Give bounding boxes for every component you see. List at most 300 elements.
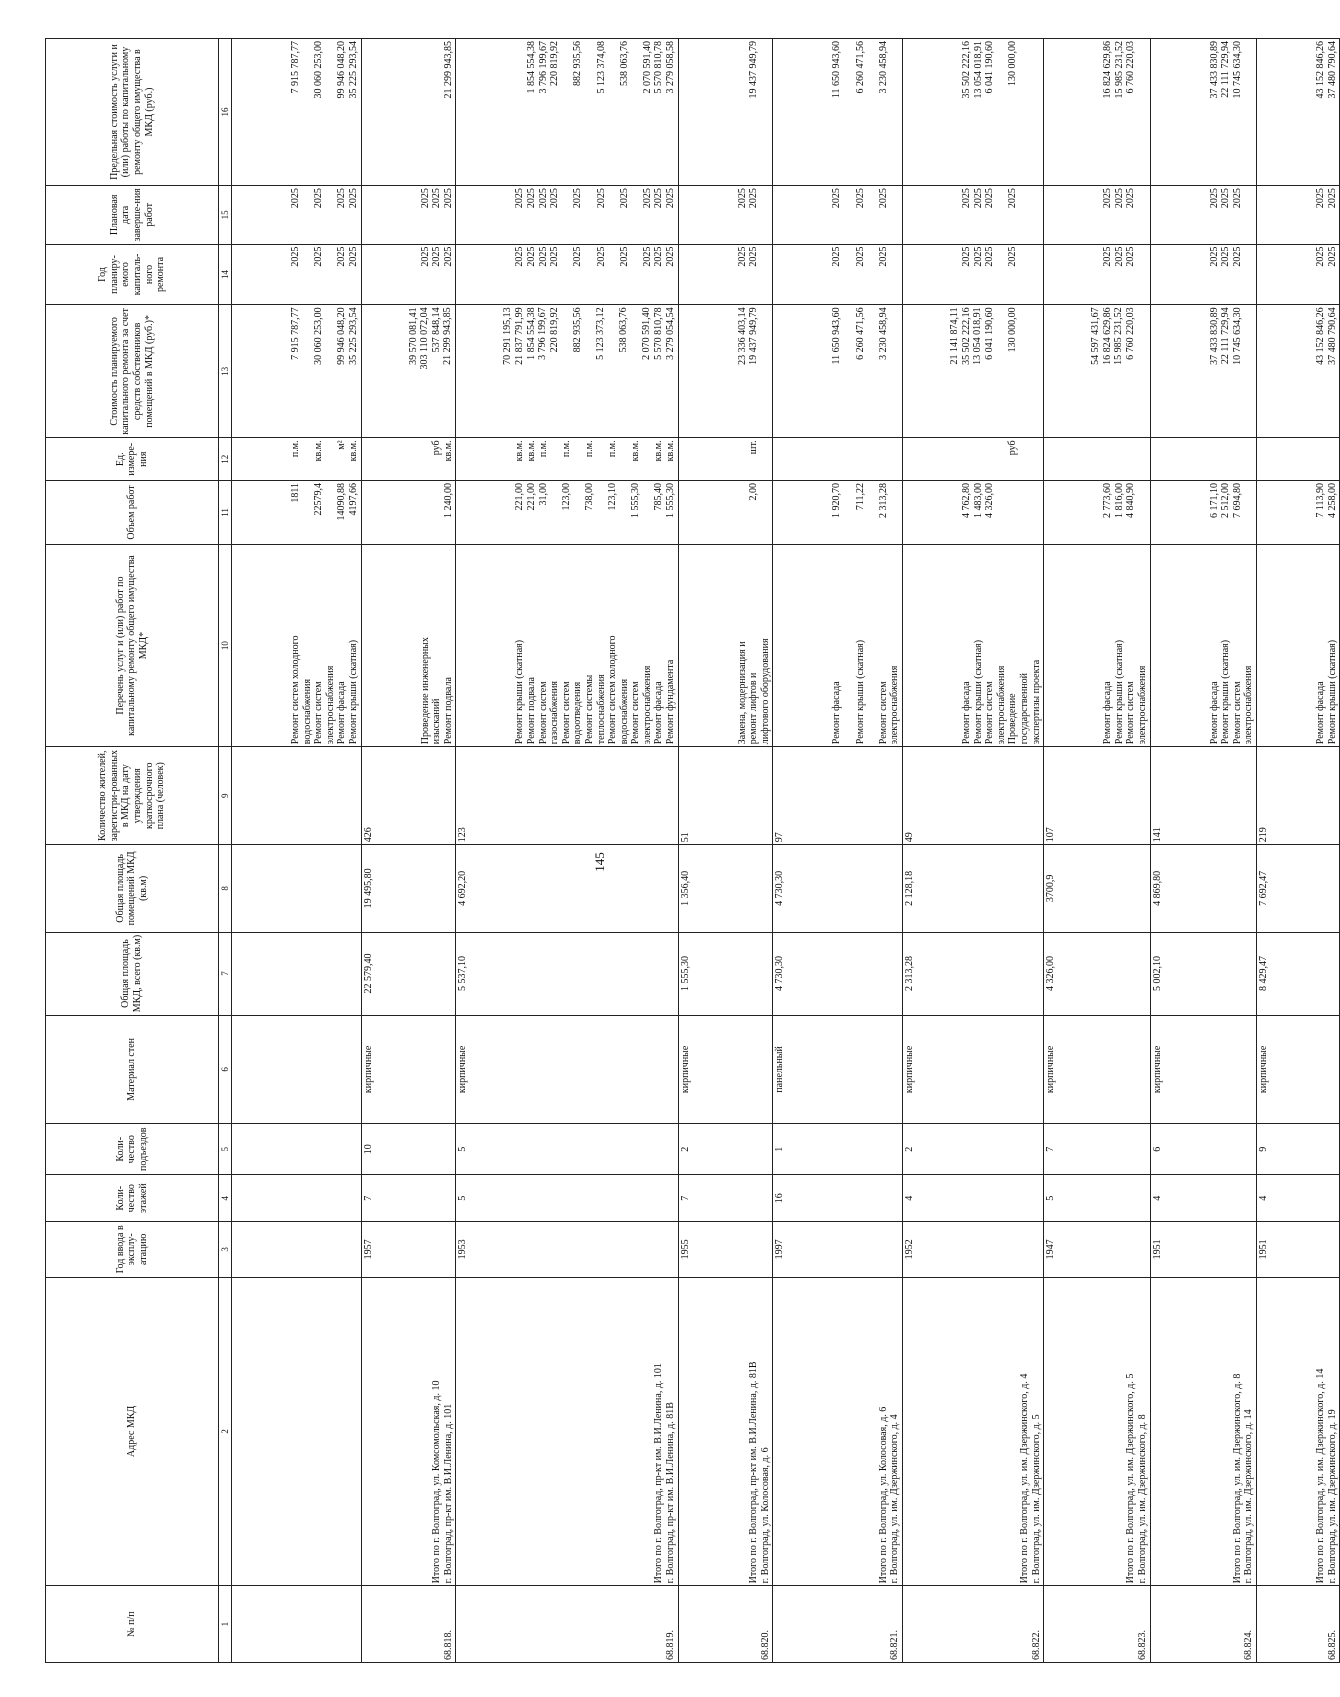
floors-cell xyxy=(678,1175,773,1222)
unit-cell xyxy=(903,438,1044,481)
cost-cell-line xyxy=(760,307,772,435)
total-line: Итого по г. Волгоград, ул. Колосовая, д. 6 xyxy=(877,1406,889,1584)
year-cell-value: 1951 xyxy=(1257,1239,1269,1260)
end-date-cell-line xyxy=(325,188,337,242)
residents-cell xyxy=(678,747,773,845)
works-cell-line: Ремонт фасада xyxy=(961,681,972,745)
repair-year-cell-line: 2025 xyxy=(549,246,561,267)
limit-cost-cell xyxy=(456,39,678,186)
floors-cell xyxy=(456,1175,678,1222)
end-date-cell-line xyxy=(1019,188,1031,242)
walls-cell-value: кирпичные xyxy=(1151,1045,1163,1094)
unit-cell-line xyxy=(889,440,901,478)
total-line: Итого по г. Волгоград, ул. Комсомольская, д. 10 xyxy=(431,1380,443,1584)
cost-cell xyxy=(903,305,1044,438)
col-header: Материал стен xyxy=(46,1015,219,1124)
repair-year-cell-line: 2025 xyxy=(442,246,454,267)
volume-cell-line xyxy=(1243,483,1255,542)
volume-cell-line: 4 326,00 xyxy=(984,483,996,519)
year-cell-value: 1953 xyxy=(457,1239,469,1260)
end-date-cell xyxy=(773,186,903,245)
total-line: Итого по г. Волгоград, ул. им. Дзержинского, д. 4 xyxy=(1018,1373,1030,1584)
works-cell xyxy=(678,544,773,746)
volume-cell xyxy=(456,481,678,545)
cost-cell-line: 303 110 072,04 xyxy=(419,307,431,370)
area-rooms-cell xyxy=(361,845,456,932)
end-date-cell-line: 2025 xyxy=(831,188,843,209)
cost-cell-line: 99 946 048,20 xyxy=(336,307,348,365)
unit-cell-line xyxy=(619,440,631,478)
walls-cell xyxy=(232,1015,362,1124)
cost-cell-line: 2 070 591,40 xyxy=(641,307,653,360)
volume-cell-line xyxy=(760,483,772,542)
col-header: Ед. измере-ния xyxy=(46,438,219,481)
works-cell-line: Ремонт крыши (скатная) xyxy=(1113,639,1125,745)
volume-cell-line xyxy=(619,483,631,542)
works-cell-line: Ремонт фасада xyxy=(1102,681,1114,745)
address-cell xyxy=(232,1277,362,1586)
works-cell-line xyxy=(843,547,855,744)
unit-cell-line xyxy=(1315,440,1327,478)
area-total-cell xyxy=(678,932,773,1015)
repair-year-cell-line xyxy=(1243,247,1255,303)
area-rooms-cell xyxy=(1150,845,1256,932)
volume-cell-line xyxy=(737,483,749,542)
volume-cell-line xyxy=(572,483,584,542)
cost-cell-line xyxy=(630,307,642,435)
end-date-cell-line xyxy=(584,188,596,242)
works-cell-line: электроснабжения xyxy=(1243,665,1255,745)
works-cell-line: экспертизы проекта xyxy=(1030,659,1042,745)
volume-cell-line: 2 773,60 xyxy=(1102,483,1114,519)
area-rooms-cell-value: 4 692,20 xyxy=(457,870,469,906)
limit-cost-cell-line: 7 915 787,77 xyxy=(290,41,301,94)
end-date-cell-line xyxy=(630,188,642,242)
end-date-cell-line xyxy=(866,188,878,242)
area-total-cell-value: 5 002,10 xyxy=(1151,956,1163,992)
volume-cell xyxy=(232,481,362,545)
cost-cell-line: 10 745 634,30 xyxy=(1231,307,1243,365)
row-number xyxy=(1256,1586,1339,1663)
unit-cell-line: кв.м. xyxy=(525,440,537,462)
table-row xyxy=(903,39,1044,1663)
volume-cell-line: 7 113,90 xyxy=(1314,483,1326,518)
total-line: Итого по г. Волгоград, пр-кт им. В.И.Ленина, д. 81В xyxy=(748,1361,760,1584)
entrances-cell-value: 5 xyxy=(457,1146,469,1152)
residents-cell-value: 123 xyxy=(457,827,469,843)
repair-year-cell-line: 2025 xyxy=(831,246,843,267)
area-total-cell xyxy=(1150,932,1256,1015)
residents-cell-value: 49 xyxy=(904,832,915,843)
residents-cell xyxy=(1256,747,1339,845)
area-rooms-cell xyxy=(232,845,362,932)
end-date-cell-line: 2025 xyxy=(514,188,526,209)
end-date-cell-line xyxy=(302,188,314,242)
floors-cell-value: 5 xyxy=(457,1195,469,1201)
works-cell-line: водоснабжения xyxy=(618,678,630,745)
limit-cost-cell-line: 3 796 199,67 xyxy=(537,41,549,94)
limit-cost-cell-line xyxy=(302,41,314,183)
address-cell xyxy=(773,1277,903,1586)
limit-cost-cell-line: 2 070 591,40 xyxy=(641,41,653,94)
limit-cost-cell-line: 35 502 222,16 xyxy=(961,41,972,99)
row-number-value: 68.821. xyxy=(889,1630,901,1660)
end-date-cell xyxy=(1256,186,1339,245)
address-value: г. Волгоград, ул. им. Дзержинского, д. 19 xyxy=(1326,1409,1338,1584)
volume-cell-line xyxy=(1031,483,1043,542)
works-cell xyxy=(773,544,903,746)
residents-cell xyxy=(773,747,903,845)
end-date-cell-line: 2025 xyxy=(984,188,996,209)
repair-year-cell xyxy=(678,244,773,305)
col-header: Год планиру-емого капиталь-ного ремонта xyxy=(46,244,219,305)
area-rooms-cell xyxy=(456,845,678,932)
unit-cell xyxy=(361,438,456,481)
cost-cell-line xyxy=(1019,307,1031,435)
limit-cost-cell-line xyxy=(607,41,619,183)
area-total-cell xyxy=(1044,932,1150,1015)
area-rooms-cell xyxy=(1044,845,1150,932)
limit-cost-cell-line: 10 745 634,30 xyxy=(1231,41,1243,99)
end-date-cell-line: 2025 xyxy=(419,188,431,209)
limit-cost-cell-line: 3 279 058,58 xyxy=(665,41,677,94)
header-row xyxy=(46,39,219,1663)
end-date-cell-line: 2025 xyxy=(537,188,549,209)
works-cell-line: Ремонт системы xyxy=(583,674,595,745)
volume-cell-line: 4 258,00 xyxy=(1326,483,1338,519)
end-date-cell-line: 2025 xyxy=(665,188,677,209)
col-header: Общая площадь МКД, всего (кв.м) xyxy=(46,932,219,1015)
end-date-cell-line: 2025 xyxy=(313,188,325,209)
limit-cost-cell-line: 30 060 253,00 xyxy=(313,41,325,99)
area-total-cell xyxy=(1256,932,1339,1015)
address-value: г. Волгоград, ул. им. Дзержинского, д. 4 xyxy=(889,1414,901,1584)
volume-cell xyxy=(1150,481,1256,545)
entrances-cell-value: 7 xyxy=(1045,1146,1057,1152)
walls-cell xyxy=(1256,1015,1339,1124)
end-date-cell-line xyxy=(1031,188,1043,242)
unit-cell-line: кв.м. xyxy=(313,440,325,462)
row-number xyxy=(773,1586,903,1663)
cost-cell-line: 3 279 054,54 xyxy=(664,307,676,360)
area-rooms-cell-value: 7 692,47 xyxy=(1257,870,1269,906)
volume-cell-line: 1 483,00 xyxy=(972,483,984,519)
cost-cell-line: 21 299 943,85 xyxy=(442,307,454,365)
walls-cell xyxy=(903,1015,1044,1124)
area-rooms-cell-value: 2 128,18 xyxy=(904,870,915,906)
col-number: 15 xyxy=(219,186,232,245)
year-cell xyxy=(1256,1222,1339,1277)
area-rooms-cell-value: 19 495,80 xyxy=(362,868,374,909)
cost-cell-line xyxy=(843,307,855,435)
row-number xyxy=(456,1586,678,1663)
row-number-value: 68.820. xyxy=(759,1630,771,1660)
works-cell-line: водоснабжения xyxy=(301,678,313,745)
row-number-value: 68.819. xyxy=(665,1630,677,1660)
walls-cell xyxy=(361,1015,456,1124)
cost-cell-line: 538 063,76 xyxy=(618,307,630,353)
cost-cell-line: 6 260 471,56 xyxy=(854,307,866,360)
repair-year-cell-line xyxy=(866,247,878,303)
col-header: Плановая дата заверше-ния работ xyxy=(46,186,219,245)
unit-cell-line xyxy=(984,440,996,478)
volume-cell-line xyxy=(642,483,654,542)
repair-year-cell-line: 2025 xyxy=(653,246,665,267)
floors-cell-value: 4 xyxy=(1257,1195,1269,1201)
repair-year-cell-line xyxy=(607,247,619,303)
end-date-cell-line xyxy=(561,188,573,242)
col-header: Количество жителей, зарегистри-рованных в МКД на дату утверждения краткосрочного плана (человек) xyxy=(46,747,219,845)
area-rooms-cell xyxy=(773,845,903,932)
entrances-cell xyxy=(361,1124,456,1175)
volume-cell-line xyxy=(1137,483,1149,542)
volume-cell-line xyxy=(1007,483,1019,542)
volume-cell xyxy=(1256,481,1339,545)
col-number: 13 xyxy=(219,305,232,438)
cost-cell-line: 30 060 253,00 xyxy=(313,307,325,365)
total-line: Итого по г. Волгоград, ул. им. Дзержинского, д. 5 xyxy=(1125,1373,1137,1584)
residents-cell-value: 141 xyxy=(1151,827,1163,843)
row-number xyxy=(678,1586,773,1663)
floors-cell xyxy=(361,1175,456,1222)
address-cell xyxy=(1256,1277,1339,1586)
total-line: Итого по г. Волгоград, ул. им. Дзержинского, д. 8 xyxy=(1231,1373,1243,1584)
limit-cost-cell-line: 16 824 629,86 xyxy=(1102,41,1114,99)
works-cell-line: Ремонт систем xyxy=(1125,681,1137,745)
unit-cell-line: кв.м. xyxy=(514,440,526,462)
col-header: Адрес МКД xyxy=(46,1277,219,1586)
repair-year-cell-line: 2025 xyxy=(641,246,653,267)
walls-cell xyxy=(773,1015,903,1124)
volume-cell-line xyxy=(420,483,432,542)
repair-year-cell-line xyxy=(630,247,642,303)
repair-year-cell-line: 2025 xyxy=(1113,246,1125,267)
unit-cell xyxy=(232,438,362,481)
works-cell-line: электроснабжения xyxy=(995,665,1007,745)
works-cell-line: газоснабжения xyxy=(549,680,561,745)
volume-cell-line: 4 840,90 xyxy=(1125,483,1137,519)
works-cell-line: ремонт лифтов и xyxy=(748,672,760,745)
repair-year-cell-line: 2025 xyxy=(290,246,301,267)
unit-cell-line xyxy=(1137,440,1149,478)
cost-cell-line: 23 336 403,14 xyxy=(736,307,748,365)
works-cell-line: электроснабжения xyxy=(641,665,653,745)
limit-cost-cell-line: 5 570 810,78 xyxy=(653,41,665,94)
end-date-cell-line: 2025 xyxy=(1231,188,1243,209)
works-cell-line: Ремонт систем xyxy=(537,681,549,745)
limit-cost-cell-line xyxy=(737,41,749,183)
cost-cell xyxy=(456,305,678,438)
limit-cost-cell-line: 220 819,92 xyxy=(549,41,561,86)
table-row xyxy=(232,39,362,1663)
walls-cell-value: кирпичные xyxy=(362,1045,374,1094)
cost-cell xyxy=(773,305,903,438)
repair-year-cell xyxy=(773,244,903,305)
area-rooms-cell-value: 4 730,30 xyxy=(774,870,786,906)
table-row xyxy=(456,39,678,1663)
volume-cell-line: 711,22 xyxy=(854,483,866,511)
cost-cell-line: 11 650 943,60 xyxy=(831,307,843,365)
volume-cell-line xyxy=(302,483,314,542)
col-number: 3 xyxy=(219,1222,232,1277)
cost-cell-line: 22 111 729,94 xyxy=(1220,307,1232,365)
unit-cell-line xyxy=(1232,440,1244,478)
total-line: Итого по г. Волгоград, пр-кт им. В.И.Ленина, д. 101 xyxy=(653,1363,665,1584)
floors-cell xyxy=(903,1175,1044,1222)
unit-cell-line xyxy=(866,440,878,478)
repair-year-cell-line xyxy=(325,247,337,303)
col-number: 10 xyxy=(219,544,232,746)
works-cell-line: лифтового оборудования xyxy=(759,638,771,745)
area-rooms-cell-value: 1 356,40 xyxy=(679,870,691,906)
repair-year-cell-line xyxy=(843,247,855,303)
year-cell xyxy=(678,1222,773,1277)
limit-cost-cell xyxy=(678,39,773,186)
repair-year-cell xyxy=(903,244,1044,305)
works-cell-line: Замена, модернизация и xyxy=(736,641,748,745)
repair-year-cell-line: 2025 xyxy=(313,246,325,267)
repair-year-cell xyxy=(232,244,362,305)
unit-cell-line xyxy=(996,440,1008,478)
volume-cell-line xyxy=(1019,483,1031,542)
works-cell-line: Ремонт фасада xyxy=(653,681,665,745)
cost-cell-line: 70 291 195,13 xyxy=(502,307,514,365)
repair-year-cell-line xyxy=(760,247,772,303)
area-rooms-cell-value: 3700,9 xyxy=(1045,874,1057,903)
repair-year-cell-line: 2025 xyxy=(972,246,984,267)
residents-cell xyxy=(903,747,1044,845)
entrances-cell xyxy=(456,1124,678,1175)
unit-cell-line xyxy=(325,440,337,478)
page-number: 145 xyxy=(592,852,607,872)
residents-cell xyxy=(456,747,678,845)
limit-cost-cell xyxy=(773,39,903,186)
cost-cell-line: 37 480 790,64 xyxy=(1326,307,1338,365)
repair-year-cell-line: 2025 xyxy=(1314,246,1326,267)
entrances-cell xyxy=(773,1124,903,1175)
repair-year-cell-line: 2025 xyxy=(748,246,760,267)
volume-cell xyxy=(773,481,903,545)
address-value: г. Волгоград, ул. Колосовая, д. 6 xyxy=(759,1447,771,1584)
cost-cell-line: 15 985 231,52 xyxy=(1113,307,1125,365)
table-row xyxy=(1044,39,1150,1663)
area-total-cell xyxy=(232,932,362,1015)
year-cell-value: 1957 xyxy=(362,1239,374,1260)
unit-cell-line: кв.м. xyxy=(665,440,677,462)
table-row xyxy=(773,39,903,1663)
volume-cell-line xyxy=(996,483,1008,542)
repair-year-cell-line: 2025 xyxy=(537,246,549,267)
walls-cell xyxy=(456,1015,678,1124)
works-cell-line: Ремонт систем xyxy=(984,681,996,745)
end-date-cell-line: 2025 xyxy=(1102,188,1114,209)
address-cell xyxy=(903,1277,1044,1586)
entrances-cell-value: 9 xyxy=(1257,1146,1269,1152)
end-date-cell-line xyxy=(889,188,901,242)
cost-cell-line: 54 597 431,67 xyxy=(1090,307,1102,365)
repair-year-cell-line xyxy=(1137,247,1149,303)
works-cell-line: Проведение инженерных xyxy=(419,637,431,745)
volume-cell-line xyxy=(889,483,901,542)
works-cell-line: Ремонт крыши (скатная) xyxy=(1220,639,1232,745)
entrances-cell xyxy=(232,1124,362,1175)
year-cell xyxy=(456,1222,678,1277)
volume-cell-line: 2,00 xyxy=(748,483,760,501)
col-header: Объем работ xyxy=(46,481,219,545)
row-number xyxy=(1044,1586,1150,1663)
works-cell-line: Ремонт систем xyxy=(560,681,572,745)
row-number-value: 68.824. xyxy=(1243,1630,1255,1660)
volume-cell-line: 123,10 xyxy=(607,483,619,511)
area-total-cell-value: 5 537,10 xyxy=(457,956,469,992)
works-cell-line: Ремонт крыши (скатная) xyxy=(854,639,866,745)
works-cell-line: Ремонт систем xyxy=(313,681,325,745)
volume-cell-line: 1811 xyxy=(290,483,301,503)
volume-cell-line: 1 920,70 xyxy=(831,483,843,519)
end-date-cell-line: 2025 xyxy=(1125,188,1137,209)
area-total-cell-value: 4 326,00 xyxy=(1045,956,1057,992)
cost-cell-line: 19 437 949,79 xyxy=(748,307,760,365)
volume-cell-line: 1 240,00 xyxy=(442,483,454,519)
unit-cell-line xyxy=(760,440,772,478)
area-total-cell-value: 1 555,30 xyxy=(679,956,691,992)
works-cell-line: Ремонт фасада xyxy=(336,681,348,745)
entrances-cell xyxy=(678,1124,773,1175)
unit-cell-line xyxy=(831,440,843,478)
end-date-cell-line xyxy=(1243,188,1255,242)
repair-year-cell-line: 2025 xyxy=(595,246,607,267)
area-total-cell-value: 22 579,40 xyxy=(362,953,374,994)
entrances-cell-value: 10 xyxy=(362,1144,374,1155)
limit-cost-cell-line xyxy=(420,41,432,183)
floors-cell xyxy=(1150,1175,1256,1222)
unit-cell-line xyxy=(1243,440,1255,478)
area-total-cell xyxy=(773,932,903,1015)
unit-cell-line xyxy=(642,440,654,478)
end-date-cell-line: 2025 xyxy=(1208,188,1220,209)
unit-cell-line xyxy=(1209,440,1221,478)
repair-year-cell-line: 2025 xyxy=(347,246,359,267)
volume-cell-line: 7 694,80 xyxy=(1231,483,1243,519)
table-row xyxy=(1256,39,1339,1663)
area-total-cell xyxy=(361,932,456,1015)
area-total-cell-value: 2 313,28 xyxy=(904,956,915,992)
end-date-cell-line: 2025 xyxy=(877,188,889,209)
works-cell-line: Ремонт крыши (скатная) xyxy=(1326,639,1338,745)
volume-cell xyxy=(361,481,456,545)
cost-cell-line xyxy=(560,307,572,435)
repair-year-cell-line: 2025 xyxy=(1125,246,1137,267)
end-date-cell-line: 2025 xyxy=(595,188,607,209)
limit-cost-cell-line: 37 480 790,64 xyxy=(1326,41,1338,99)
works-cell-line: Ремонт систем xyxy=(877,681,889,745)
repair-year-cell-line xyxy=(584,247,596,303)
address-cell xyxy=(1044,1277,1150,1586)
cost-cell-line xyxy=(607,307,619,435)
volume-cell xyxy=(1044,481,1150,545)
works-cell-line: Ремонт крыши (скатная) xyxy=(514,639,526,745)
unit-cell-line: руб xyxy=(1007,440,1019,456)
unit-cell-line xyxy=(302,440,314,478)
unit-cell-line xyxy=(1019,440,1031,478)
cost-cell-line: 6 041 190,60 xyxy=(983,307,995,360)
residents-cell xyxy=(232,747,362,845)
row-number-value: 68.822. xyxy=(1030,1630,1042,1660)
unit-cell-line: руб xyxy=(431,440,443,456)
volume-cell-line xyxy=(843,483,855,542)
limit-cost-cell-line: 3 230 458,94 xyxy=(877,41,889,94)
entrances-cell xyxy=(903,1124,1044,1175)
